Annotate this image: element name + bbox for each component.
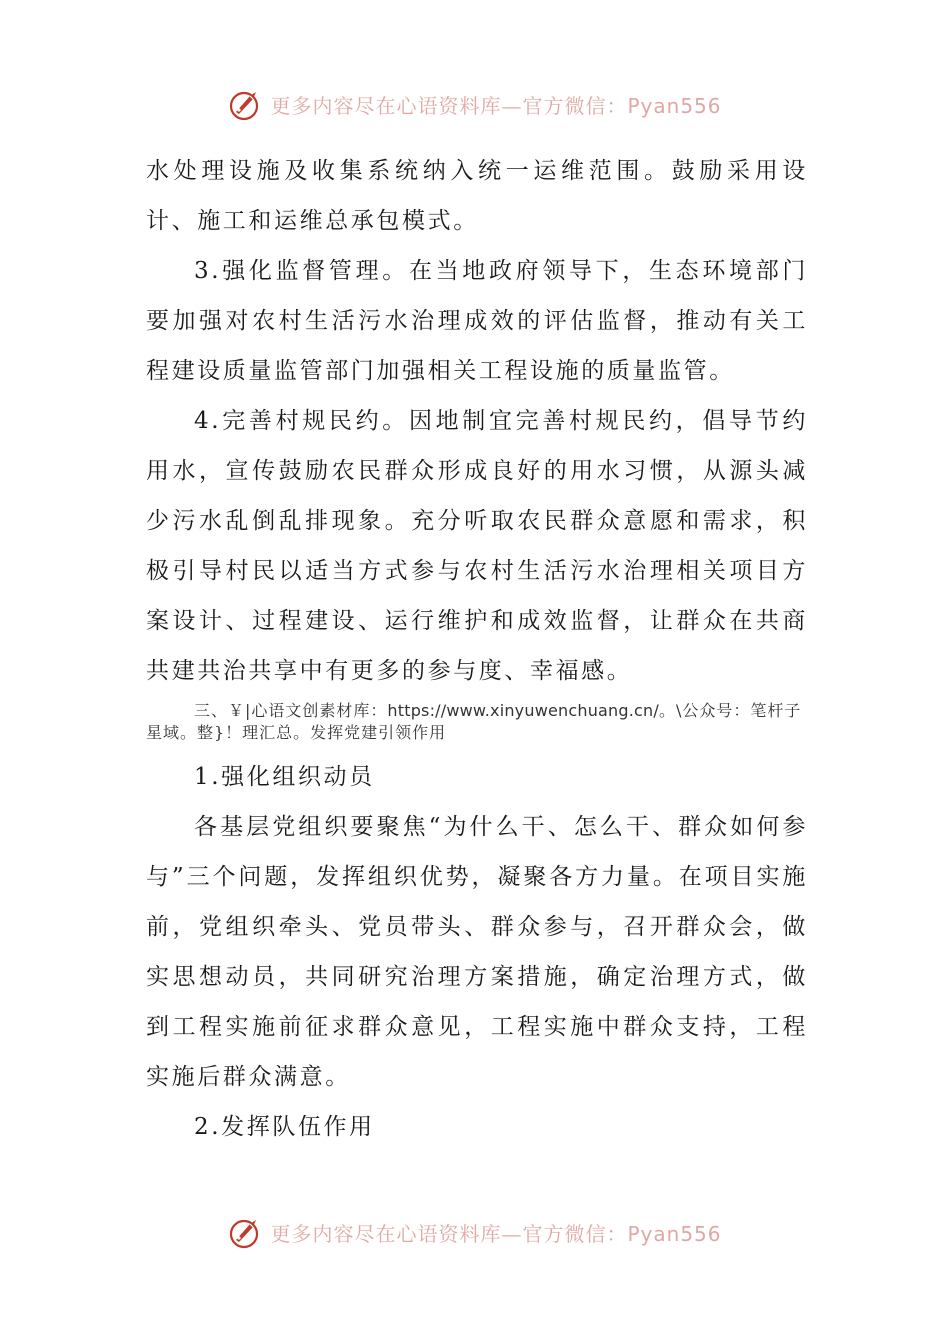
watermark-line: 三、￥|心语文创素材库：https://www.xinyuwenchuang.cn/。\公众号：笔杆子星域。整}！理汇总。发挥党建引领作用 — [146, 701, 802, 742]
header-banner-text: 更多内容尽在心语资料库—官方微信：Pyan556 — [270, 93, 722, 118]
pen-nib-logo-icon — [228, 86, 264, 122]
document-body — [146, 146, 808, 1152]
section-heading-1: 1.强化组织动员 — [194, 764, 375, 790]
paragraph-3: 4.完善村规民约。因地制宜完善村规民约，倡导节约用水，宣传鼓励农民群众形成良好的用水习惯，从源头减少污水乱倒乱排现象。充分听取农民群众意愿和需求，积极引导村民以适当方式参与农村生活污水治理相关项目方案设计、过程建设、运行维护和成效监督，让群众在共商共建共治共享中有更多的参与度、幸福感。 — [146, 408, 808, 684]
header-banner — [0, 84, 950, 124]
footer-banner-text: 更多内容尽在心语资料库—官方微信：Pyan556 — [270, 1221, 722, 1246]
paragraph-1: 水处理设施及收集系统纳入统一运维范围。鼓励采用设计、施工和运维总承包模式。 — [146, 158, 808, 234]
footer-banner — [0, 1212, 950, 1252]
paragraph-4: 各基层党组织要聚焦“为什么干、怎么干、群众如何参与”三个问题，发挥组织优势，凝聚各方力量。在项目实施前，党组织牵头、党员带头、群众参与，召开群众会，做实思想动员，共同研究治理方案措施，确定治理方式，做到工程实施前征求群众意见，工程实施中群众支持，工程实施后群众满意。 — [146, 814, 808, 1090]
paragraph-2: 3.强化监督管理。在当地政府领导下，生态环境部门要加强对农村生活污水治理成效的评估监督，推动有关工程建设质量监管部门加强相关工程设施的质量监管。 — [146, 258, 808, 384]
watermark-url: https://www.xinyuwenchuang.cn/ — [387, 701, 659, 720]
pen-nib-logo-icon — [228, 1214, 264, 1250]
section-heading-2: 2.发挥队伍作用 — [194, 1114, 375, 1140]
